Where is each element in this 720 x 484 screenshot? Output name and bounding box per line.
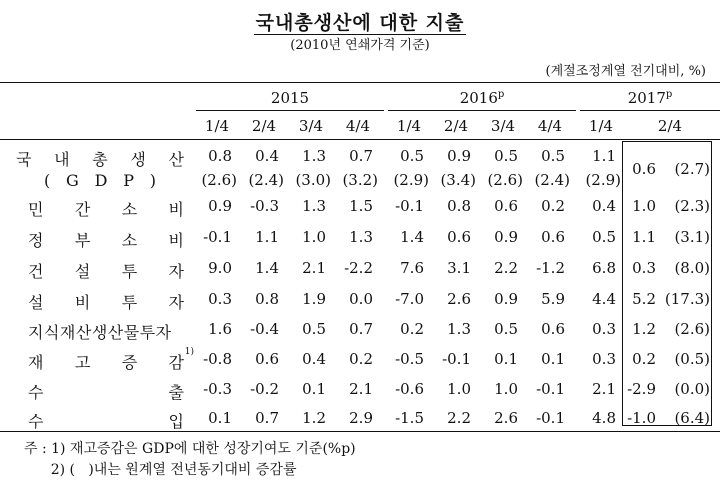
table-cell: 1.2 (302, 409, 326, 427)
table-cell: 1.6 (208, 320, 232, 338)
table-cell: 2.6 (494, 409, 518, 427)
table-cell-yoy: (2.3) (674, 197, 710, 215)
label-char: 고 (74, 353, 91, 372)
gdp-value: 0.5 (541, 147, 565, 165)
gdp-yoy: (2.6) (201, 171, 237, 189)
table-cell: 0.6 (494, 197, 518, 215)
gdp-value: 0.8 (208, 147, 232, 165)
footnote-2: 2) ( )내는 원계열 전년동기대비 증감률 (24, 462, 297, 478)
quarter-label: 2/4 (443, 117, 469, 135)
quarter-label: 4/4 (345, 117, 371, 135)
table-cell: 0.1 (541, 350, 565, 368)
table-cell: 1.1 (632, 228, 656, 246)
year-2015: 2015 (270, 89, 310, 107)
quarter-label: 3/4 (298, 117, 324, 135)
table-cell: 0.2 (541, 197, 565, 215)
quarter-label: 3/4 (490, 117, 516, 135)
table-cell: -0.3 (250, 197, 279, 215)
table-cell: 0.0 (349, 290, 373, 308)
label-char: 재 (28, 353, 44, 372)
quarter-label: 1/4 (396, 117, 422, 135)
label-char: 설 (28, 293, 44, 312)
table-cell: 1.4 (255, 259, 279, 277)
table-cell: 1.3 (349, 228, 373, 246)
label-char: 감 (168, 353, 184, 372)
gdp-value: 0.5 (400, 147, 424, 165)
table-cell: 1.1 (255, 228, 279, 246)
gdp-yoy: (3.4) (440, 171, 476, 189)
table-cell: 0.6 (255, 350, 279, 368)
table-cell: 0.1 (302, 380, 326, 398)
table-cell: 0.9 (208, 197, 232, 215)
table-cell: 1.0 (302, 228, 326, 246)
quarter-label: 1/4 (204, 117, 230, 135)
table-cell: 0.5 (302, 320, 326, 338)
label-char: 자 (168, 293, 184, 312)
gdp-yoy: (2.9) (585, 171, 621, 189)
table-cell: 2.2 (447, 409, 471, 427)
table-cell: -2.9 (627, 380, 656, 398)
table-cell: 0.5 (592, 228, 616, 246)
table-cell: 5.9 (541, 290, 565, 308)
row-label (28, 290, 184, 313)
label-char: 소 (121, 200, 138, 219)
label-char: 총 (92, 150, 108, 169)
unit-label: (계절조정계열 전기대비, %) (545, 64, 706, 79)
header-rule (0, 139, 720, 140)
table-cell: -0.1 (203, 228, 232, 246)
table-cell: 0.3 (632, 259, 656, 277)
table-cell: 5.2 (632, 290, 656, 308)
table-cell: 0.2 (349, 350, 373, 368)
table-cell: 2.9 (349, 409, 373, 427)
quarter-label: 1/4 (588, 117, 614, 135)
gdp-yoy: (3.0) (295, 171, 331, 189)
table-cell: 1.5 (349, 197, 373, 215)
table-cell: 0.9 (494, 290, 518, 308)
row-label (28, 228, 184, 251)
table-cell: -0.3 (203, 380, 232, 398)
row-label (28, 380, 184, 403)
row-label (28, 259, 184, 282)
row-label-gdp (16, 147, 184, 170)
label-char: ( (44, 171, 51, 190)
table-cell: 4.4 (592, 290, 616, 308)
table-cell: -1.5 (395, 409, 424, 427)
table-cell: -0.8 (203, 350, 232, 368)
table-cell: 2.1 (592, 380, 616, 398)
label-char: 투 (121, 262, 138, 281)
year-2016: 2016$^p$ (459, 89, 505, 107)
year-2016-rule (388, 110, 576, 111)
year-2017: 2017$^p$ (627, 89, 673, 107)
table-title: 국내총생산에 대한 지출 (255, 12, 465, 34)
table-cell: -0.1 (442, 350, 471, 368)
table-subtitle: (2010년 연쇄가격 기준) (290, 38, 430, 53)
row-label (28, 197, 184, 220)
gdp-value: 0.9 (447, 147, 471, 165)
row-label-gdp-sub (44, 171, 156, 190)
label-char: 건 (28, 262, 44, 281)
label-char: 국 (16, 150, 32, 169)
label-text: 지식재산생산물투자 (28, 323, 172, 342)
table-cell: 0.2 (400, 320, 424, 338)
table-cell: 1.9 (302, 290, 326, 308)
table-cell: 0.8 (447, 197, 471, 215)
table-cell: -1.2 (536, 259, 565, 277)
gdp-yoy: (2.4) (248, 171, 284, 189)
label-char: 투 (121, 293, 138, 312)
table-cell-yoy: (0.0) (674, 380, 710, 398)
label-char: 설 (74, 262, 91, 281)
gdp-value: 0.6 (632, 160, 656, 178)
gdp-value: 0.5 (494, 147, 518, 165)
table-cell: 0.1 (208, 409, 232, 427)
table-cell: 0.6 (541, 320, 565, 338)
label-char: 민 (28, 200, 44, 219)
table-cell: 2.2 (494, 259, 518, 277)
label-char: 간 (74, 200, 91, 219)
table-cell: 0.4 (302, 350, 326, 368)
table-cell: 0.2 (632, 350, 656, 368)
year-2017-rule (580, 110, 720, 111)
footnotes (24, 439, 356, 481)
gdp-yoy: (2.7) (674, 160, 710, 178)
gdp-yoy: (2.6) (487, 171, 523, 189)
table-cell: 0.7 (255, 409, 279, 427)
table-cell-yoy: (8.0) (674, 259, 710, 277)
label-char: 증 (121, 353, 138, 372)
table-cell: -2.2 (344, 259, 373, 277)
gdp-yoy: (2.4) (534, 171, 570, 189)
table-cell: 9.0 (208, 259, 232, 277)
row-label (28, 409, 184, 432)
table-cell: 0.8 (255, 290, 279, 308)
label-char: 비 (168, 200, 184, 219)
year-2015-rule (196, 110, 384, 111)
table-cell: 2.1 (349, 380, 373, 398)
table-cell: 0.3 (208, 290, 232, 308)
label-char: 정 (28, 231, 44, 250)
row-label (28, 347, 194, 373)
table-cell: 1.2 (632, 320, 656, 338)
table-cell-yoy: (3.1) (674, 228, 710, 246)
table-cell: -0.1 (536, 409, 565, 427)
table-cell-yoy: (6.4) (674, 409, 710, 427)
table-cell: -0.4 (250, 320, 279, 338)
table-cell: 0.3 (592, 350, 616, 368)
table-cell-yoy: (0.5) (674, 350, 710, 368)
row-label (28, 320, 184, 343)
table-cell: 0.3 (592, 320, 616, 338)
table-cell: 1.3 (302, 197, 326, 215)
gdp-yoy: (3.2) (342, 171, 378, 189)
table-cell: 0.6 (541, 228, 565, 246)
footnote-1: 주 : 1) 재고증감은 GDP에 대한 성장기여도 기준(%p) (24, 441, 356, 457)
label-char: 내 (54, 150, 70, 169)
label-char: P (123, 171, 134, 190)
label-char: 비 (168, 231, 184, 250)
gdp-value: 0.7 (349, 147, 373, 165)
label-char: 소 (121, 231, 138, 250)
table-cell: 0.4 (592, 197, 616, 215)
table-cell: -0.1 (536, 380, 565, 398)
table-cell: 1.4 (400, 228, 424, 246)
label-char: 부 (74, 231, 91, 250)
label-char: D (94, 171, 108, 190)
table-cell-yoy: (17.3) (664, 290, 710, 308)
label-char: ) (149, 171, 156, 190)
quarter-label: 2/4 (251, 117, 277, 135)
footnote-mark: 1) (184, 347, 194, 357)
table-cell: 2.1 (302, 259, 326, 277)
label-char: 수 (28, 412, 44, 431)
table-cell: 1.0 (447, 380, 471, 398)
table-cell: 1.0 (494, 380, 518, 398)
label-char: 입 (168, 412, 184, 431)
quarter-label: 4/4 (537, 117, 563, 135)
table-cell: 0.9 (494, 228, 518, 246)
table-cell: -1.0 (627, 409, 656, 427)
gdp-value: 1.3 (302, 147, 326, 165)
gdp-value: 0.4 (255, 147, 279, 165)
label-char: G (66, 171, 79, 190)
top-rule (0, 82, 720, 83)
quarter-label: 2/4 (657, 117, 683, 135)
gdp-value: 1.1 (592, 147, 616, 165)
table-cell: 0.6 (447, 228, 471, 246)
table-cell: 4.8 (592, 409, 616, 427)
label-char: 출 (168, 383, 184, 402)
table-cell: -7.0 (395, 290, 424, 308)
table-cell: 2.6 (447, 290, 471, 308)
label-char: 산 (168, 150, 184, 169)
label-char: 수 (28, 383, 44, 402)
table-cell: 1.0 (632, 197, 656, 215)
table-cell: -0.1 (395, 197, 424, 215)
label-char: 자 (168, 262, 184, 281)
table-cell: 3.1 (447, 259, 471, 277)
gdp-yoy: (2.9) (393, 171, 429, 189)
table-cell: 6.8 (592, 259, 616, 277)
table-cell: -0.2 (250, 380, 279, 398)
table-cell-yoy: (2.6) (674, 320, 710, 338)
table-cell: 0.5 (494, 320, 518, 338)
table-cell: -0.5 (395, 350, 424, 368)
label-char: 비 (74, 293, 91, 312)
table-cell: -0.6 (395, 380, 424, 398)
table-cell: 7.6 (400, 259, 424, 277)
table-cell: 1.3 (447, 320, 471, 338)
label-char: 생 (130, 150, 146, 169)
table-cell: 0.7 (349, 320, 373, 338)
table-cell: 0.1 (494, 350, 518, 368)
